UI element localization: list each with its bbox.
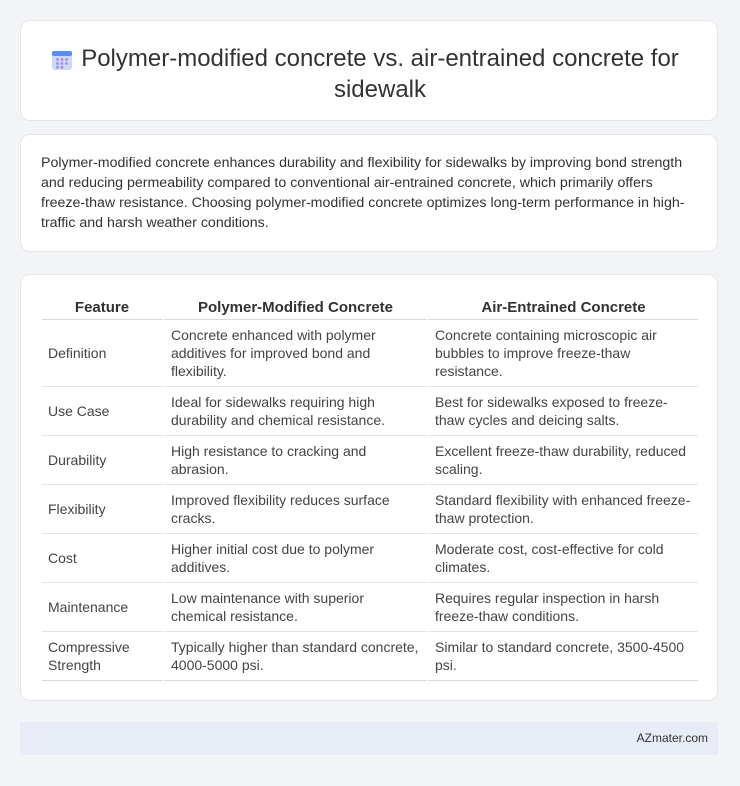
header-feature: Feature [42,295,162,320]
feature-cell: Maintenance [42,583,162,632]
footer-site-link[interactable]: AZmater.com [636,731,708,745]
polymer-cell: Typically higher than standard concrete, 4000-5000 psi. [162,632,426,681]
air-cell: Best for sidewalks exposed to freeze-thaw cycles and deicing salts. [426,387,698,436]
table-row [42,534,698,583]
summary-card [20,134,718,252]
table-row [42,485,698,534]
comparison-table [42,295,698,681]
air-cell: Moderate cost, cost-effective for cold climates. [426,534,698,583]
polymer-cell: Low maintenance with superior chemical resistance. [162,583,426,632]
page-title: Polymer-modified concrete vs. air-entrained concrete for sidewalk [81,45,679,103]
summary-text: Polymer-modified concrete enhances durability and flexibility for sidewalks by improving bond strength and reducing permeability compared to conventional air-entrained concrete, which primarily offers freeze-thaw resistance. Choosing polymer-modified concrete optimizes long-term performance in high-traffic and harsh weather conditions. [41,155,685,231]
air-cell: Concrete containing microscopic air bubbles to improve freeze-thaw resistance. [426,320,698,387]
feature-cell: Compressive Strength [42,632,162,681]
feature-cell: Cost [42,534,162,583]
polymer-cell: Concrete enhanced with polymer additives for improved bond and flexibility. [162,320,426,387]
air-cell: Requires regular inspection in harsh freeze-thaw conditions. [426,583,698,632]
polymer-cell: Ideal for sidewalks requiring high durability and chemical resistance. [162,387,426,436]
header-polymer: Polymer-Modified Concrete [162,295,426,320]
polymer-cell: Improved flexibility reduces surface cracks. [162,485,426,534]
table-row [42,583,698,632]
polymer-cell: High resistance to cracking and abrasion. [162,436,426,485]
feature-cell: Flexibility [42,485,162,534]
table-header-row [42,295,698,320]
table-row [42,320,698,387]
feature-cell: Definition [42,320,162,387]
polymer-cell: Higher initial cost due to polymer additives. [162,534,426,583]
feature-cell: Use Case [42,387,162,436]
air-cell: Similar to standard concrete, 3500-4500 psi. [426,632,698,681]
air-cell: Excellent freeze-thaw durability, reduced scaling. [426,436,698,485]
table-row [42,436,698,485]
comparison-table-card [20,274,718,701]
header-air: Air-Entrained Concrete [426,295,698,320]
title-card [20,20,718,121]
footer [20,722,718,755]
air-cell: Standard flexibility with enhanced freeze-thaw protection. [426,485,698,534]
table-row [42,632,698,681]
table-row [42,387,698,436]
feature-cell: Durability [42,436,162,485]
